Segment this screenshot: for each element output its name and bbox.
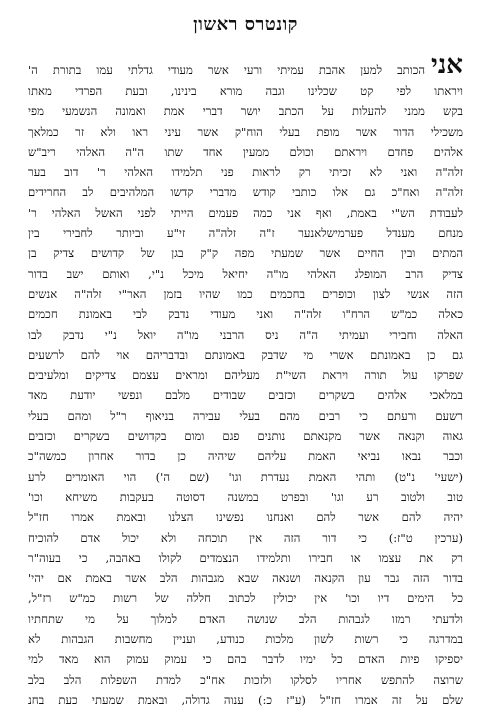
text-line: ויראתו לפי קט שכלינו וגבה מורא בינינו, ובעת הפרדי מאתו bbox=[28, 84, 463, 98]
text-line: יהיה להם אשר להם ואנחנו נפשינו הצלנו ובאמת אמרו חז"ל bbox=[28, 510, 463, 525]
text-line: משכילי הדור אשר מופת בעלי הוח"ק אשר עיני ראו ולא זר כמלאך bbox=[28, 124, 463, 139]
text-line: וכבר נבאו נביאי האמת עליהם שיהיה כן בדור אחרון כמשה"כ bbox=[28, 449, 463, 464]
text-line: במדרגה כי רשות לשון מלכות כנודע, ועניין מחשבות הגבהות לא bbox=[28, 632, 463, 647]
text-line: מנחם מענדל פערמישלאנער ז"ה זלה"ה זי"ע וביותר לחבירי בין bbox=[28, 226, 463, 241]
text-line: במלאכי אלהים בשקרים וכזבים שבודים מלבם ונפשי יודעת מאד bbox=[28, 388, 463, 403]
text-line: גאוה וקנאה אשר מקנאתם נותנים פגם ומום בקדושים בשקרים וכזבים bbox=[28, 429, 463, 444]
text-line: שרוצה להתפש אחריו לסלקו ולזכות אח"כ למדת השפלות הלב בלב bbox=[28, 672, 463, 687]
text-line: שלם על זה אמרו חז"ל (ע"ז כ:) ענוה גדולה, ובאמת שמעתי כעת בחנ bbox=[28, 692, 463, 707]
text-line: זלה"ה ואני לא זכיתי רק לראות פני תלמידו האלהי ר' דוב בער bbox=[28, 165, 463, 180]
text-line: כאלה כמ"ש הרח"ו זלה"ה ואני מעודי נדבק לבי באמונת חכמים bbox=[28, 307, 463, 322]
text-line: יספיקו פיות האדם כל ימיו לדבר בהם כי עמוק עמוק הוא מאד למי bbox=[28, 652, 463, 667]
text-line: ולדעתי רמזו לגבהות הלב שנושה האדם למלוך על מי שתחתיו bbox=[28, 611, 463, 626]
opening-line-text: הכותב למען אהבת עמיתי ורעי אשר מעודי גדלתי עמו בתורת ה' bbox=[28, 63, 426, 77]
text-line: טוב ולטוב רע וגו' ובפרט במשנה דסוטה בעקבות משיחא וכו' bbox=[28, 489, 463, 504]
text-line: רק את עצמו או חבירו ותלמידו הנצמדים לקולו באהבה, כי בעוה"ר bbox=[28, 550, 463, 565]
text-line: רשעם ורעתם כי רבים מהם בעלי עבירה בניאוף ר"ל ומהם בעלי bbox=[28, 408, 463, 423]
text-line: בדור הזה גבר עון הקנאה ושנאה שבא מגבהות הלב אשר באמת אם יהי' bbox=[28, 571, 463, 586]
text-line: זלה"ה ואח"כ גם אלו כותבי קודש מדברי קדשו המלהיבים לב החרידים bbox=[28, 185, 463, 200]
text-line: האלה וחבירי ועמיתי ה"ה ניס הרבני מו"ה יואל נ"י נדבק לבו bbox=[28, 327, 463, 342]
text-line: לעבודת הש"י באמת, ואף אני כמה פעמים הייתי לפני האשל האלהי ר' bbox=[28, 205, 463, 220]
text-line: גם כן באמונתם אשרי מי שדבק באמונתם ובדבריהם אוי להם לרשעים bbox=[28, 347, 463, 362]
text-line: המתים ובין החיים אשר שמעתי מפה ק"ק בגן של קדושים צדיק בן bbox=[28, 246, 463, 261]
text-line: (ישעי' נ"ט) ותהי האמת נעדרת וגו' (שם ה') הוי האומרים לרע bbox=[28, 469, 463, 484]
opening-word: אני bbox=[431, 50, 463, 80]
text-line: בקש ממני להעלות על הכתב יושר דברי אמת ואמונה הנשמעי מפי bbox=[28, 104, 463, 119]
text-line: צדיק הרב המופלג האלהי מו"ה יחיאל מיכל נ"י, ואותם ישב בדור bbox=[28, 266, 463, 281]
text-line: (ערכין ט"ז:) כי דור הזה אין תוכחה ולא יכול אדם להוכיח bbox=[28, 530, 463, 545]
text-line: אלהים פחדם ויראתם וכולם ממעין אחד שתו ה"ה האלהי ריב"ש bbox=[28, 144, 463, 159]
text-line: כל הימים דיו וכו' אין יכולין לכתוב חללה של רשות כמ"ש רז"ל, bbox=[28, 591, 463, 606]
page-title: קונטרס ראשון bbox=[193, 14, 298, 35]
document-body bbox=[28, 50, 463, 710]
opening-line bbox=[28, 50, 463, 80]
text-line: הזה אנשי לצון וכופרים בחכמים כמו שהיו בזמן האר"י זלה"ה אנשים bbox=[28, 286, 463, 301]
text-line: שפרקו עול תורה ויראת השי"ת מעליהם ומראים עצמם צדיקים ומלעיבים bbox=[28, 368, 463, 383]
